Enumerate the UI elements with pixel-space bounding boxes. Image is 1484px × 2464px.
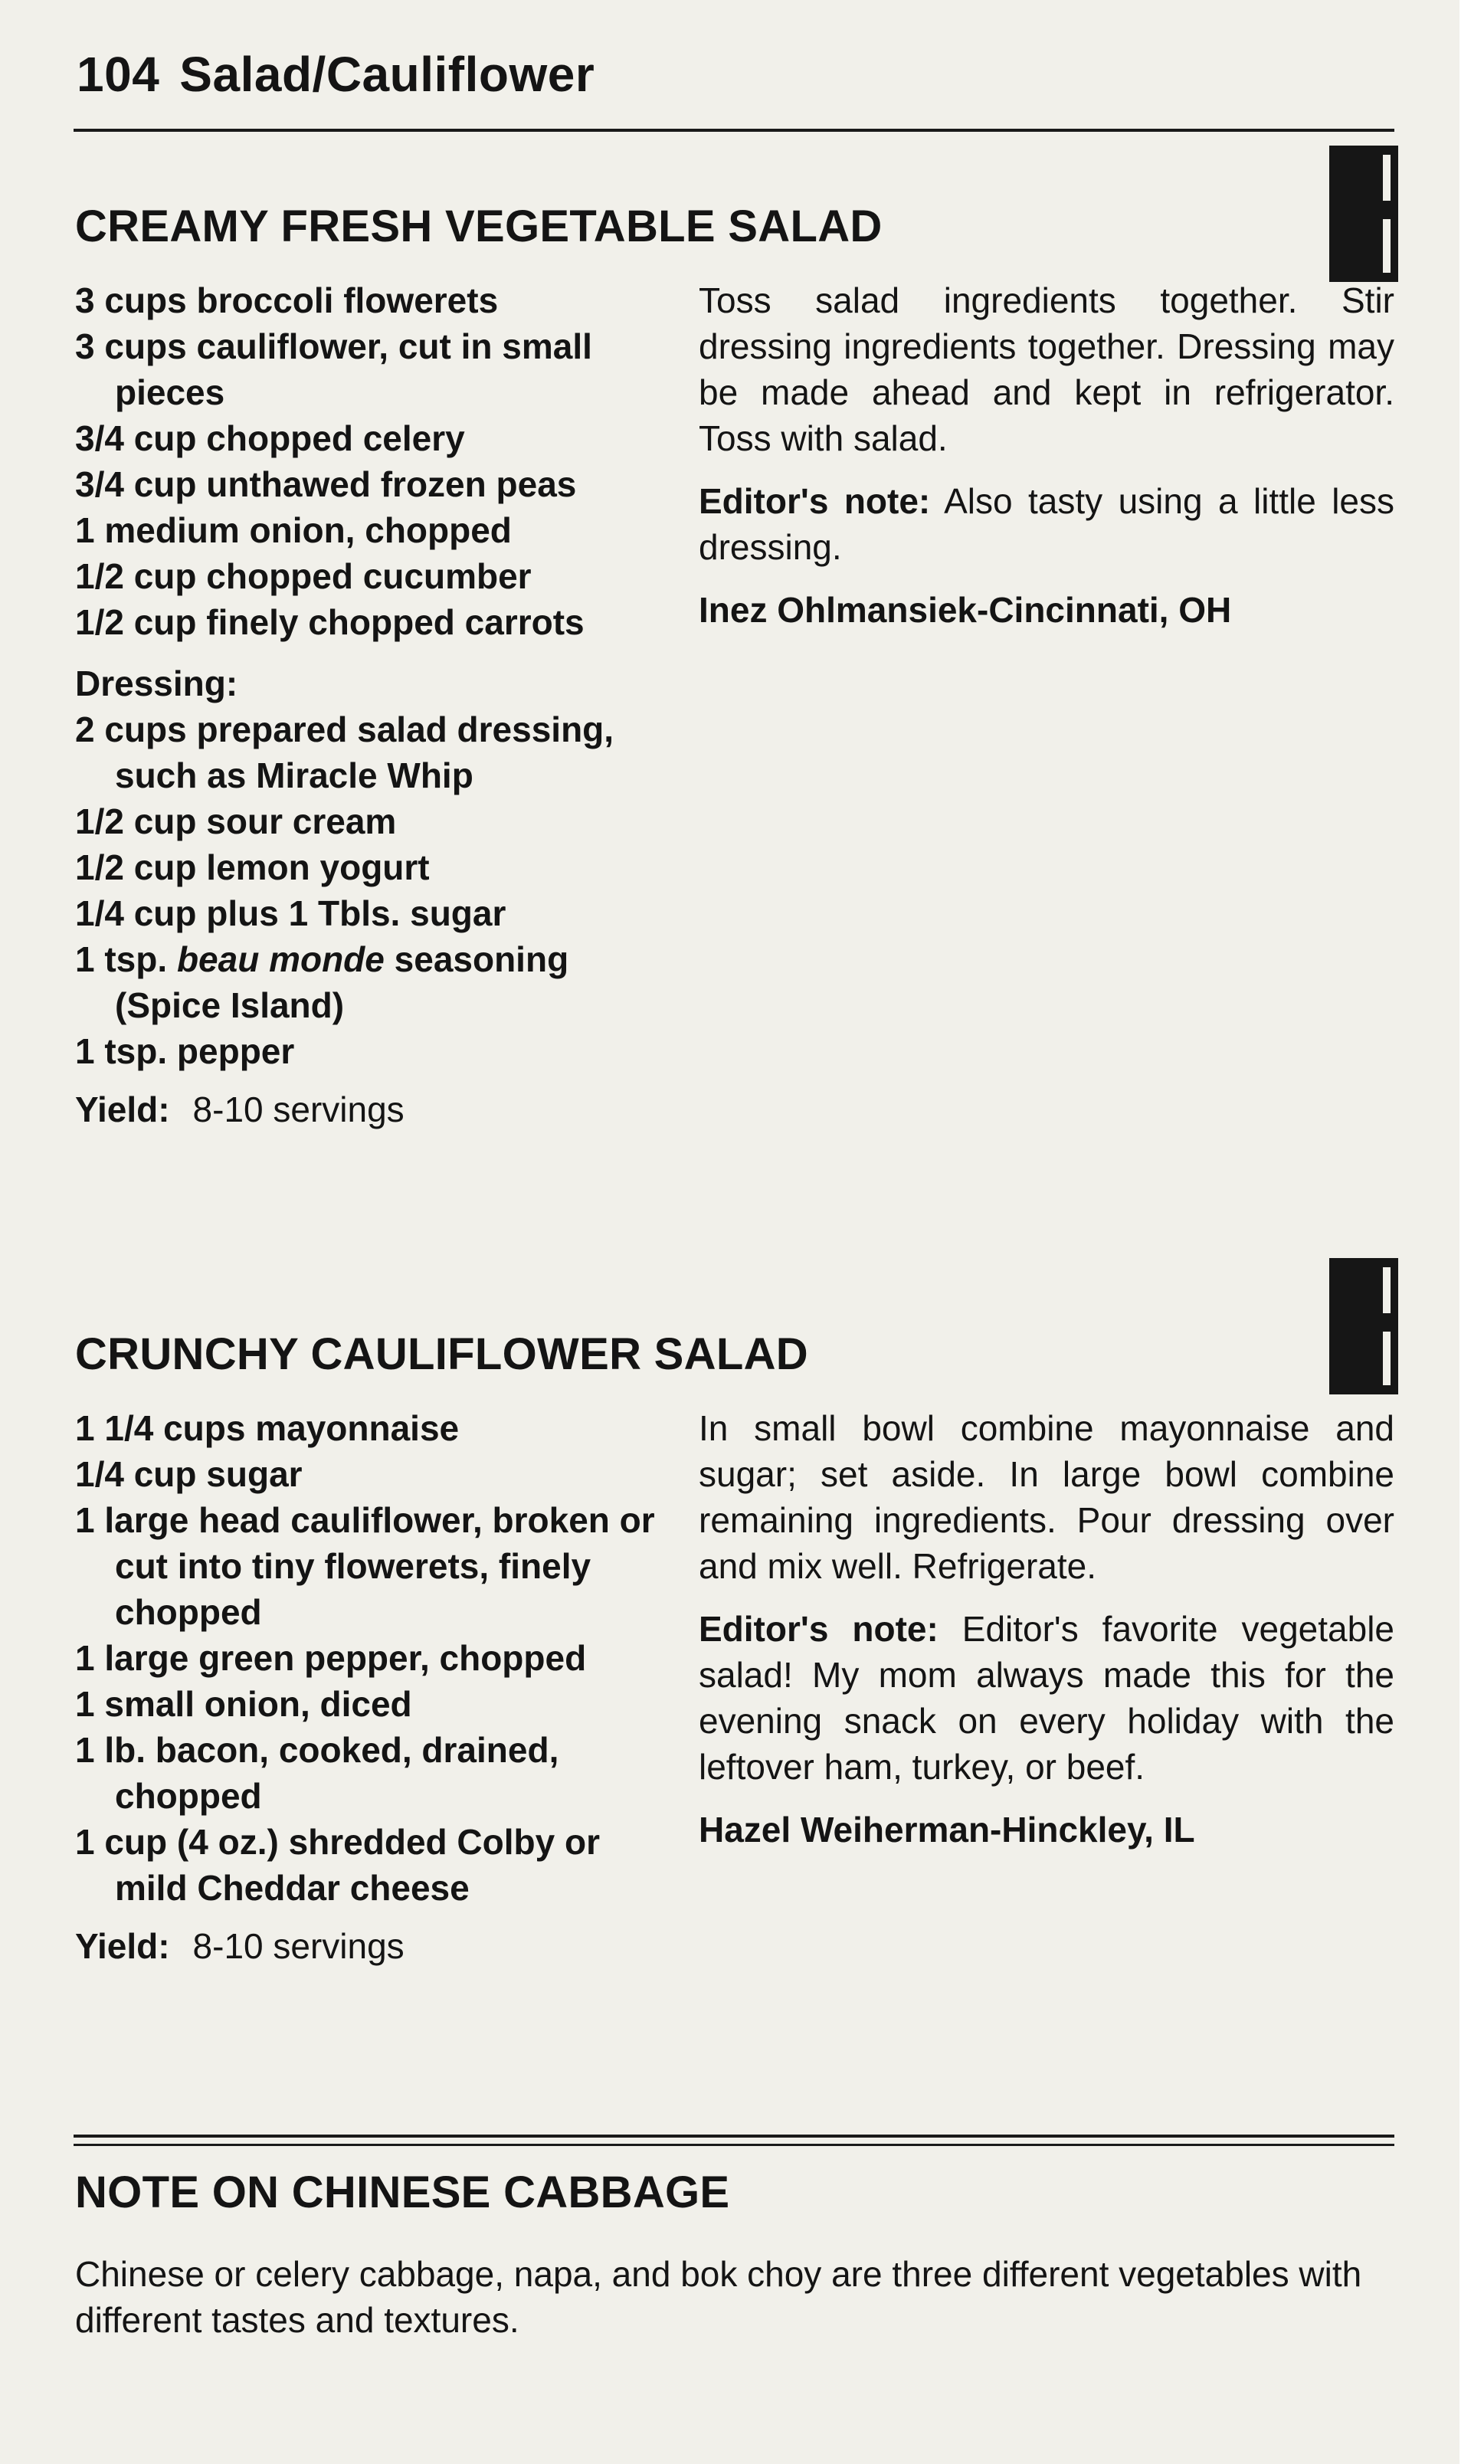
yield	[75, 1923, 673, 1969]
editors-note	[699, 1606, 1394, 1790]
note-text: Editor's favorite vegetable salad! My mom always made this for the evening snack on every holiday with the leftover ham, turkey, or beef.	[699, 1609, 1394, 1787]
yield	[75, 1086, 673, 1132]
recipe-instructions	[699, 1405, 1394, 1853]
ingredient: 2 cups prepared salad dressing, such as Miracle Whip	[75, 709, 614, 795]
ingredient: 1 large green pepper, chopped	[75, 1638, 587, 1678]
ingredient: 1/2 cup lemon yogurt	[75, 847, 430, 887]
running-head	[77, 46, 595, 103]
ingredient: 1 medium onion, chopped	[75, 510, 512, 550]
page-number: 104	[77, 47, 160, 102]
page-edge	[1459, 0, 1484, 2464]
instructions-text: In small bowl combine mayonnaise and sugar; set aside. In large bowl combine remaining ingredients. Pour dressing over and mix well. Refrigerate.	[699, 1408, 1394, 1586]
ingredient: 1 1/4 cups mayonnaise	[75, 1408, 460, 1448]
section-title: Salad/Cauliflower	[179, 47, 595, 102]
note-body: Chinese or celery cabbage, napa, and bok choy are three different vegetables with different tastes and textures.	[75, 2254, 1362, 2340]
yield-value: 8-10 servings	[192, 1926, 405, 1966]
ingredient: 1/4 cup sugar	[75, 1454, 303, 1494]
ingredient-list	[75, 277, 673, 1132]
recipe-title: CREAMY FRESH VEGETABLE SALAD	[75, 202, 883, 251]
ingredient: 3 cups cauliflower, cut in small pieces	[75, 326, 592, 412]
note-label: Editor's note:	[699, 481, 931, 521]
ingredient	[75, 936, 673, 1028]
ingredient: 1 cup (4 oz.) shredded Colby or mild Cheddar cheese	[75, 1822, 600, 1908]
section-tab-marker	[1329, 1258, 1398, 1394]
yield-label: Yield:	[75, 1926, 170, 1966]
dressing-label: Dressing:	[75, 664, 238, 703]
note-title: NOTE ON CHINESE CABBAGE	[75, 2167, 730, 2217]
editors-note	[699, 478, 1394, 570]
ingredient: 1 lb. bacon, cooked, drained, chopped	[75, 1730, 559, 1816]
ingredient: 1/4 cup plus 1 Tbls. sugar	[75, 893, 506, 933]
ingredient: 3/4 cup chopped celery	[75, 418, 465, 458]
instructions-text: Toss salad ingredients together. Stir dressing ingredients together. Dressing may be made ahead and kept in refrigerator. Toss with salad.	[699, 280, 1394, 458]
recipe-title: CRUNCHY CAULIFLOWER SALAD	[75, 1329, 808, 1379]
section-tab-marker	[1329, 146, 1398, 282]
note-text: Also tasty using a little less dressing.	[699, 481, 1394, 567]
note-label: Editor's note:	[699, 1609, 939, 1649]
yield-label: Yield:	[75, 1089, 170, 1129]
yield-value: 8-10 servings	[192, 1089, 405, 1129]
ingredient: 1/2 cup finely chopped carrots	[75, 602, 585, 642]
ingredient: 1/2 cup sour cream	[75, 801, 397, 841]
header-rule	[74, 129, 1394, 132]
ingredient: 1/2 cup chopped cucumber	[75, 556, 532, 596]
ingredient: 1 small onion, diced	[75, 1684, 412, 1724]
recipe-author: Inez Ohlmansiek-Cincinnati, OH	[699, 590, 1232, 630]
ingredient-list	[75, 1405, 673, 1969]
note-rule-top-thin	[74, 2144, 1394, 2146]
ingredient-prefix: 1 tsp.	[75, 939, 177, 979]
ingredient-italic: beau monde	[176, 939, 385, 979]
ingredient: 1 tsp. pepper	[75, 1031, 295, 1071]
ingredient: 1 large head cauliflower, broken or cut into tiny flowerets, finely chopped	[75, 1500, 655, 1632]
ingredient-suffix: seasoning (Spice Island)	[115, 939, 569, 1025]
note-rule-top	[74, 2135, 1394, 2138]
ingredient: 3 cups broccoli flowerets	[75, 280, 499, 320]
ingredient: 3/4 cup unthawed frozen peas	[75, 464, 577, 504]
recipe-instructions	[699, 277, 1394, 633]
recipe-author: Hazel Weiherman-Hinckley, IL	[699, 1810, 1195, 1850]
